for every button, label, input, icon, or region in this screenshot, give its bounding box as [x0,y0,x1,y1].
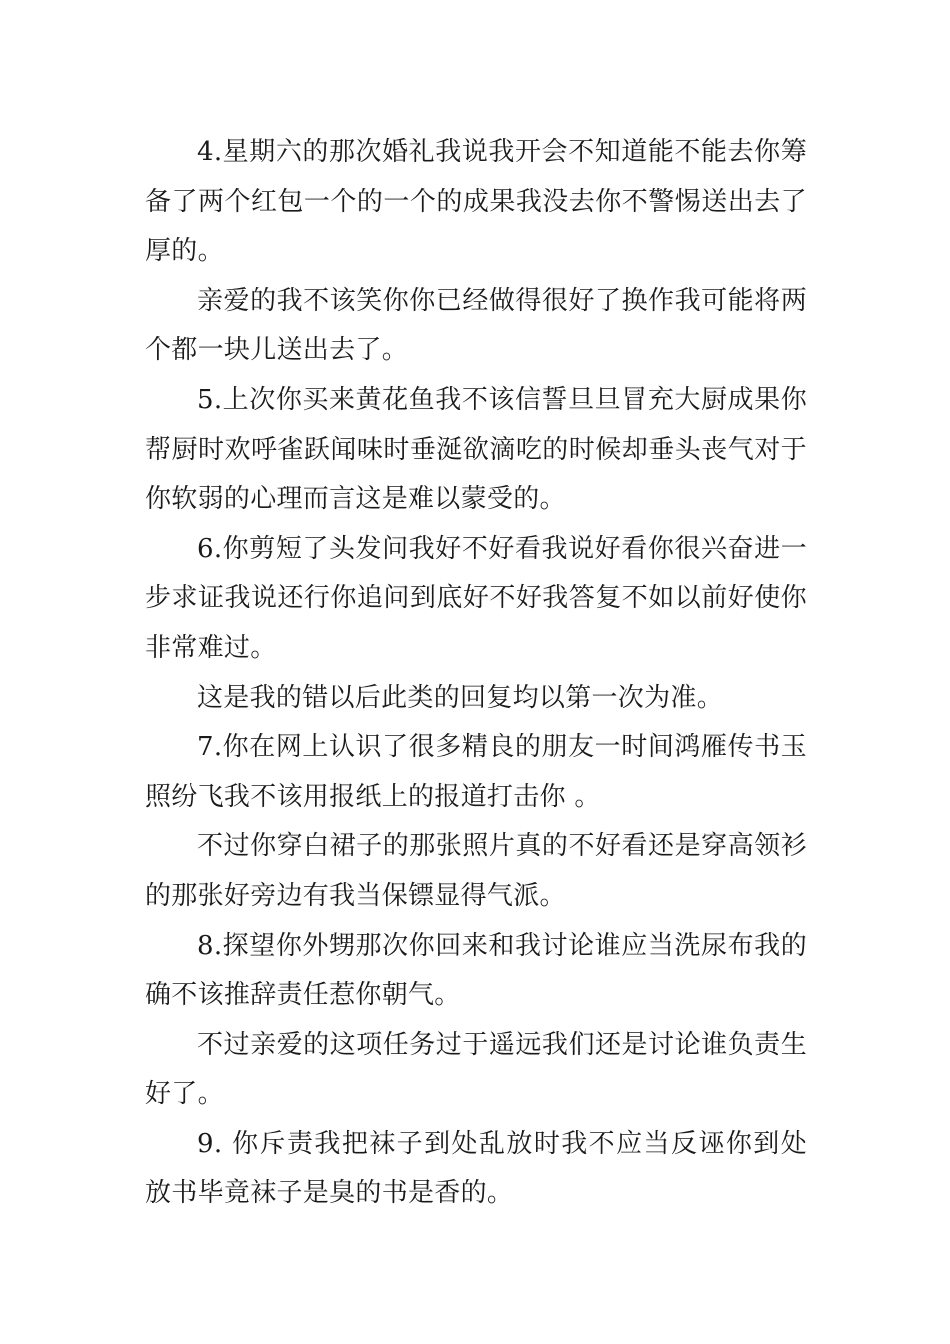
paragraph-6: 6.你剪短了头发问我好不好看我说好看你很兴奋进一步求证我说还行你追问到底好不好我答复不如以前好使你非常难过。 [145,533,807,663]
paragraph-8: 8.探望你外甥那次你回来和我讨论谁应当洗尿布我的确不该推辞责任惹你朝气。 [145,930,807,1011]
paragraph-5: 5.上次你买来黄花鱼我不该信誓旦旦冒充大厨成果你帮厨时欢呼雀跃闻味时垂涎欲滴吃的时候却垂头丧气对于你软弱的心理而言这是难以蒙受的。 [145,384,807,515]
paragraph-9: 9. 你斥责我把袜子到处乱放时我不应当反诬你到处放书毕竟袜子是臭的书是香的。 [145,1128,807,1209]
paragraph-7: 7.你在网上认识了很多精良的朋友一时间鸿雁传书玉照纷飞我不该用报纸上的报道打击你 。 [145,732,807,812]
paragraph-7-reply: 不过你穿白裙子的那张照片真的不好看还是穿高领衫的那张好旁边有我当保镖显得气派。 [145,831,807,911]
document-body [145,128,807,1219]
paragraph-6-reply: 这是我的错以后此类的回复均以第一次为准。 [197,682,724,713]
paragraph-8-reply: 不过亲爱的这项任务过于遥远我们还是讨论谁负责生好了。 [145,1029,807,1110]
paragraph-4-reply: 亲爱的我不该笑你你已经做得很好了换作我可能将两个都一块儿送出去了。 [145,285,807,366]
paragraph-4: 4.星期六的那次婚礼我说我开会不知道能不能去你筹备了两个红包一个的一个的成果我没去你不警惕送出去了厚的。 [145,137,807,267]
